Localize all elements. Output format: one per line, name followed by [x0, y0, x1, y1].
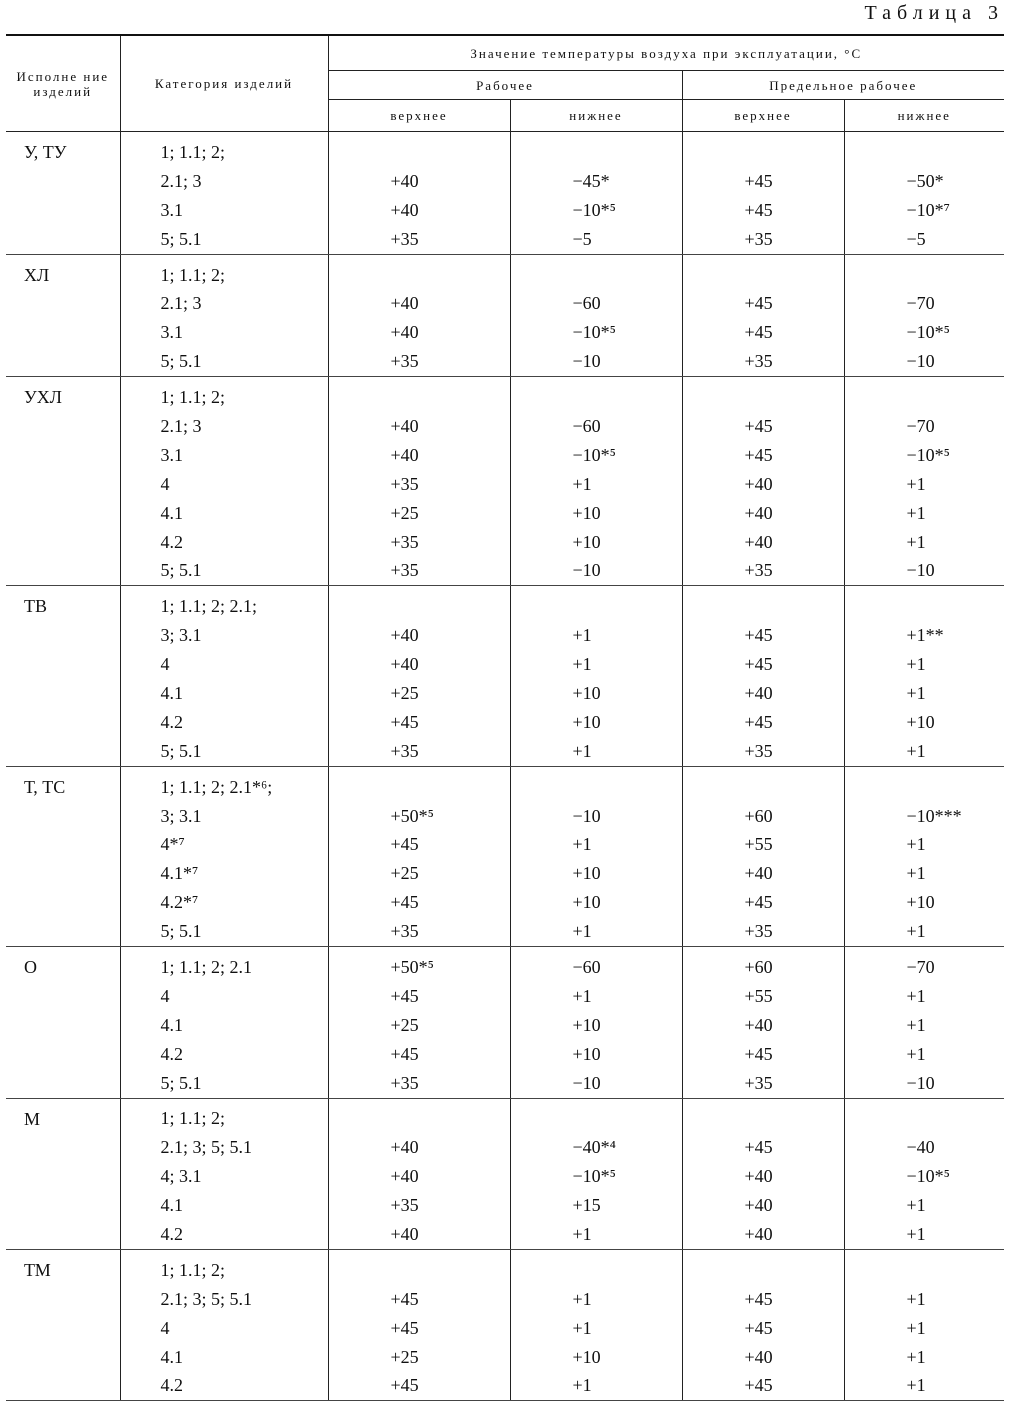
limit-upper-cell	[682, 132, 844, 167]
working-upper-cell: +45	[328, 830, 510, 859]
working-lower-cell	[510, 586, 682, 621]
limit-lower-cell: −10	[844, 347, 1004, 376]
limit-lower-cell: −40	[906, 1137, 935, 1158]
working-upper-cell	[328, 132, 510, 167]
working-upper-cell: +40	[328, 196, 510, 225]
working-lower-cell: +1	[510, 650, 682, 679]
limit-upper-cell: +35	[682, 347, 844, 376]
working-lower-cell: +1	[510, 917, 682, 946]
table-row	[6, 347, 1004, 376]
working-lower-cell: +1	[510, 1372, 682, 1401]
limit-lower-cell: +1	[906, 1288, 926, 1309]
working-upper-cell: +25	[328, 1011, 510, 1040]
category-cell: 5; 5.1	[120, 347, 328, 376]
table-row	[6, 1162, 1004, 1191]
category-cell: 4.2	[120, 708, 328, 737]
working-lower-cell: +1	[510, 1314, 682, 1343]
table-row	[6, 830, 1004, 859]
table-row	[6, 377, 1004, 412]
limit-lower-cell	[844, 132, 1004, 167]
limit-upper-cell: +45	[682, 621, 844, 650]
limit-lower-cell	[844, 1098, 1004, 1133]
category-cell: 2.1; 3; 5; 5.1	[120, 1285, 328, 1314]
limit-lower-cell: −70	[906, 293, 935, 314]
limit-upper-cell: +45	[682, 412, 844, 441]
working-upper-cell: +35	[328, 225, 510, 254]
category-cell: 4.2*⁷	[120, 888, 328, 917]
working-upper-cell: +45	[328, 1314, 510, 1343]
working-lower-cell: +1	[510, 1220, 682, 1249]
category-cell: 5; 5.1	[120, 556, 328, 585]
category-cell: 1; 1.1; 2; 2.1;	[120, 586, 328, 621]
category-cell: 4.1	[120, 1011, 328, 1040]
working-upper-cell: +50*⁵	[328, 802, 510, 831]
working-upper-cell: +40	[328, 1133, 510, 1162]
working-upper-cell	[328, 586, 510, 621]
header-working: Рабочее	[328, 71, 682, 100]
limit-lower-cell: +1	[906, 682, 926, 703]
header-limit-working: Предельное рабочее	[682, 71, 1004, 100]
limit-lower-cell: −10*⁵	[906, 1166, 950, 1187]
limit-lower-cell: −10*⁷	[906, 199, 950, 220]
table-row	[6, 196, 1004, 225]
working-lower-cell: +10	[510, 1040, 682, 1069]
limit-lower-cell: +10	[906, 892, 935, 913]
working-lower-cell: −10*⁵	[510, 318, 682, 347]
category-cell: 3.1	[120, 318, 328, 347]
working-upper-cell: +40	[328, 441, 510, 470]
category-cell: 4*⁷	[120, 830, 328, 859]
table-row	[6, 766, 1004, 801]
limit-upper-cell: +40	[682, 1162, 844, 1191]
limit-lower-cell	[844, 1249, 1004, 1284]
limit-lower-cell: +1	[906, 863, 926, 884]
working-upper-cell: +40	[328, 318, 510, 347]
limit-lower-cell	[844, 766, 1004, 801]
limit-lower-cell: −70	[906, 956, 935, 977]
category-cell: 2.1; 3	[120, 289, 328, 318]
working-upper-cell	[328, 254, 510, 289]
limit-upper-cell: +55	[682, 830, 844, 859]
header-working-lower: нижнее	[510, 100, 682, 132]
working-upper-cell	[328, 377, 510, 412]
working-upper-cell: +35	[328, 1191, 510, 1220]
limit-lower-cell: −10***	[906, 805, 962, 826]
limit-lower-cell	[844, 254, 1004, 289]
limit-upper-cell: +40	[682, 470, 844, 499]
category-cell: 4.1	[120, 679, 328, 708]
table-row	[6, 1098, 1004, 1133]
table-row	[6, 132, 1004, 167]
working-upper-cell: +50*⁵	[328, 947, 510, 982]
limit-lower-cell: +1	[906, 985, 926, 1006]
table-row	[6, 1249, 1004, 1284]
limit-upper-cell: +45	[682, 1133, 844, 1162]
category-cell: 5; 5.1	[120, 737, 328, 766]
category-cell: 1; 1.1; 2;	[120, 254, 328, 289]
category-cell: 5; 5.1	[120, 1069, 328, 1098]
limit-lower-cell: −70	[906, 415, 935, 436]
limit-upper-cell: +45	[682, 441, 844, 470]
working-upper-cell	[328, 1249, 510, 1284]
limit-lower-cell: +1	[906, 654, 926, 675]
working-lower-cell	[510, 1098, 682, 1133]
working-lower-cell: +10	[510, 1011, 682, 1040]
category-cell: 4.2	[120, 1040, 328, 1069]
working-upper-cell: +35	[328, 470, 510, 499]
limit-upper-cell: +40	[682, 499, 844, 528]
table-row	[6, 1372, 1004, 1401]
category-cell: 4	[120, 1314, 328, 1343]
working-upper-cell: +45	[328, 1285, 510, 1314]
limit-upper-cell	[682, 1249, 844, 1284]
working-upper-cell: +35	[328, 528, 510, 557]
working-lower-cell: −10	[510, 556, 682, 585]
table-row	[6, 1314, 1004, 1343]
category-cell: 4; 3.1	[120, 1162, 328, 1191]
working-upper-cell: +45	[328, 1040, 510, 1069]
working-lower-cell	[510, 1249, 682, 1284]
limit-lower-cell: −10*⁵	[906, 322, 950, 343]
header-category: Категория изделий	[120, 35, 328, 132]
working-upper-cell: +40	[328, 1162, 510, 1191]
header-temperature: Значение температуры воздуха при эксплуатации, °С	[328, 35, 1004, 71]
limit-upper-cell: +45	[682, 1285, 844, 1314]
temperature-table	[6, 34, 1004, 1401]
table-caption: Таблица 3	[864, 2, 1004, 24]
limit-upper-cell: +60	[682, 947, 844, 982]
working-upper-cell: +35	[328, 556, 510, 585]
limit-upper-cell: +45	[682, 1314, 844, 1343]
category-cell: 5; 5.1	[120, 225, 328, 254]
working-lower-cell: +1	[510, 470, 682, 499]
category-cell: 1; 1.1; 2;	[120, 1098, 328, 1133]
table-row	[6, 412, 1004, 441]
working-upper-cell: +35	[328, 1069, 510, 1098]
working-upper-cell: +35	[328, 917, 510, 946]
working-lower-cell: −60	[510, 289, 682, 318]
limit-upper-cell: +45	[682, 1372, 844, 1401]
table-row	[6, 708, 1004, 737]
limit-lower-cell: +1	[906, 473, 926, 494]
limit-lower-cell: +1	[844, 1372, 1004, 1401]
table-row	[6, 289, 1004, 318]
working-lower-cell: +10	[510, 1343, 682, 1372]
working-upper-cell: +35	[328, 347, 510, 376]
working-lower-cell: +1	[510, 621, 682, 650]
category-cell: 3.1	[120, 441, 328, 470]
execution-cell: О	[6, 947, 120, 1098]
working-upper-cell: +25	[328, 1343, 510, 1372]
header-limit-upper: верхнее	[682, 100, 844, 132]
category-cell: 5; 5.1	[120, 917, 328, 946]
limit-upper-cell: +40	[682, 1011, 844, 1040]
working-lower-cell: −10	[510, 802, 682, 831]
working-upper-cell: +40	[328, 1220, 510, 1249]
limit-lower-cell: +1	[906, 1195, 926, 1216]
category-cell: 4.1	[120, 1191, 328, 1220]
execution-cell: ТВ	[6, 586, 120, 766]
limit-upper-cell: +45	[682, 318, 844, 347]
table-header	[6, 35, 1004, 132]
working-upper-cell: +45	[328, 888, 510, 917]
limit-upper-cell	[682, 254, 844, 289]
working-upper-cell: +45	[328, 982, 510, 1011]
working-upper-cell: +40	[328, 621, 510, 650]
table-row	[6, 470, 1004, 499]
working-lower-cell	[510, 766, 682, 801]
category-cell: 1; 1.1; 2;	[120, 132, 328, 167]
working-lower-cell: +10	[510, 888, 682, 917]
execution-cell: УХЛ	[6, 377, 120, 586]
category-cell: 4.2	[120, 528, 328, 557]
category-cell: 3; 3.1	[120, 621, 328, 650]
table-row	[6, 528, 1004, 557]
limit-upper-cell: +35	[682, 737, 844, 766]
working-lower-cell: −10	[510, 347, 682, 376]
working-lower-cell: +15	[510, 1191, 682, 1220]
table-row	[6, 621, 1004, 650]
limit-lower-cell: +1	[906, 834, 926, 855]
table-row	[6, 679, 1004, 708]
limit-upper-cell: +35	[682, 1069, 844, 1098]
working-lower-cell: +1	[510, 1285, 682, 1314]
category-cell: 4.1	[120, 1343, 328, 1372]
limit-lower-cell: +1**	[906, 625, 944, 646]
working-upper-cell: +25	[328, 679, 510, 708]
limit-upper-cell	[682, 766, 844, 801]
table-row	[6, 1069, 1004, 1098]
category-cell: 4	[120, 470, 328, 499]
limit-upper-cell: +45	[682, 167, 844, 196]
table-row	[6, 499, 1004, 528]
working-lower-cell: −10*⁵	[510, 1162, 682, 1191]
limit-upper-cell: +55	[682, 982, 844, 1011]
limit-lower-cell: +1	[906, 1346, 926, 1367]
limit-upper-cell: +40	[682, 1343, 844, 1372]
limit-upper-cell: +35	[682, 225, 844, 254]
working-lower-cell: +10	[510, 859, 682, 888]
working-upper-cell	[328, 1098, 510, 1133]
table-row	[6, 1191, 1004, 1220]
working-lower-cell: +1	[510, 982, 682, 1011]
category-cell: 4	[120, 982, 328, 1011]
working-lower-cell: +10	[510, 528, 682, 557]
category-cell: 4.1	[120, 499, 328, 528]
limit-lower-cell: −50*	[906, 170, 944, 191]
working-lower-cell: +1	[510, 830, 682, 859]
limit-upper-cell	[682, 586, 844, 621]
limit-lower-cell: −10	[844, 1069, 1004, 1098]
header-working-upper: верхнее	[328, 100, 510, 132]
table-row	[6, 802, 1004, 831]
working-upper-cell: +40	[328, 289, 510, 318]
table-body	[6, 132, 1004, 1401]
limit-upper-cell: +40	[682, 1191, 844, 1220]
header-execution: Исполне ние изделий	[6, 35, 120, 132]
limit-upper-cell: +45	[682, 196, 844, 225]
category-cell: 2.1; 3; 5; 5.1	[120, 1133, 328, 1162]
table-row	[6, 1040, 1004, 1069]
table-row	[6, 1285, 1004, 1314]
limit-lower-cell: +1	[844, 917, 1004, 946]
table-row	[6, 254, 1004, 289]
limit-upper-cell: +60	[682, 802, 844, 831]
working-upper-cell: +40	[328, 412, 510, 441]
execution-cell: У, ТУ	[6, 132, 120, 255]
table-row	[6, 1011, 1004, 1040]
limit-lower-cell: +1	[844, 1220, 1004, 1249]
table-row	[6, 1133, 1004, 1162]
table-row	[6, 888, 1004, 917]
category-cell: 2.1; 3	[120, 167, 328, 196]
working-upper-cell: +40	[328, 650, 510, 679]
limit-upper-cell: +40	[682, 859, 844, 888]
table-row	[6, 1343, 1004, 1372]
working-upper-cell: +25	[328, 499, 510, 528]
limit-upper-cell: +40	[682, 1220, 844, 1249]
working-lower-cell: −10	[510, 1069, 682, 1098]
table-row	[6, 737, 1004, 766]
limit-upper-cell: +45	[682, 650, 844, 679]
table-row	[6, 1220, 1004, 1249]
execution-cell: Т, ТС	[6, 766, 120, 946]
limit-upper-cell	[682, 377, 844, 412]
working-upper-cell: +45	[328, 1372, 510, 1401]
limit-upper-cell: +45	[682, 289, 844, 318]
limit-upper-cell: +35	[682, 556, 844, 585]
category-cell: 1; 1.1; 2;	[120, 1249, 328, 1284]
working-lower-cell: +1	[510, 737, 682, 766]
category-cell: 1; 1.1; 2; 2.1	[120, 947, 328, 982]
working-upper-cell: +40	[328, 167, 510, 196]
category-cell: 3.1	[120, 196, 328, 225]
working-lower-cell: −60	[510, 412, 682, 441]
category-cell: 3; 3.1	[120, 802, 328, 831]
limit-upper-cell: +35	[682, 917, 844, 946]
working-lower-cell: −5	[510, 225, 682, 254]
limit-upper-cell: +45	[682, 708, 844, 737]
table-row	[6, 982, 1004, 1011]
table-row	[6, 167, 1004, 196]
working-lower-cell	[510, 132, 682, 167]
working-upper-cell: +25	[328, 859, 510, 888]
table-row	[6, 441, 1004, 470]
table-row	[6, 859, 1004, 888]
table-row	[6, 947, 1004, 982]
working-lower-cell: −10*⁵	[510, 441, 682, 470]
working-lower-cell	[510, 377, 682, 412]
execution-cell: М	[6, 1098, 120, 1249]
limit-lower-cell: +10	[906, 711, 935, 732]
limit-upper-cell	[682, 1098, 844, 1133]
table-row	[6, 318, 1004, 347]
limit-upper-cell: +40	[682, 679, 844, 708]
limit-lower-cell: +1	[844, 737, 1004, 766]
category-cell: 1; 1.1; 2;	[120, 377, 328, 412]
limit-upper-cell: +45	[682, 888, 844, 917]
limit-lower-cell: +1	[906, 1317, 926, 1338]
category-cell: 4	[120, 650, 328, 679]
table-row	[6, 556, 1004, 585]
category-cell: 4.2	[120, 1372, 328, 1401]
working-lower-cell: −10*⁵	[510, 196, 682, 225]
limit-lower-cell	[844, 377, 1004, 412]
working-lower-cell: −60	[510, 947, 682, 982]
table-row	[6, 917, 1004, 946]
limit-lower-cell: −10*⁵	[906, 444, 950, 465]
limit-upper-cell: +45	[682, 1040, 844, 1069]
working-lower-cell	[510, 254, 682, 289]
limit-lower-cell: +1	[906, 1014, 926, 1035]
execution-cell: ТМ	[6, 1249, 120, 1400]
category-cell: 4.1*⁷	[120, 859, 328, 888]
working-lower-cell: −45*	[510, 167, 682, 196]
working-upper-cell	[328, 766, 510, 801]
limit-lower-cell: +1	[906, 502, 926, 523]
working-lower-cell: +10	[510, 499, 682, 528]
limit-lower-cell: +1	[906, 531, 926, 552]
working-upper-cell: +45	[328, 708, 510, 737]
limit-lower-cell	[844, 586, 1004, 621]
header-limit-lower: нижнее	[844, 100, 1004, 132]
limit-lower-cell: −5	[844, 225, 1004, 254]
table-row	[6, 586, 1004, 621]
working-upper-cell: +35	[328, 737, 510, 766]
working-lower-cell: +10	[510, 708, 682, 737]
working-lower-cell: −40*⁴	[510, 1133, 682, 1162]
working-lower-cell: +10	[510, 679, 682, 708]
limit-lower-cell: +1	[906, 1043, 926, 1064]
limit-lower-cell: −10	[844, 556, 1004, 585]
table-row	[6, 650, 1004, 679]
table-row	[6, 225, 1004, 254]
limit-upper-cell: +40	[682, 528, 844, 557]
execution-cell: ХЛ	[6, 254, 120, 377]
category-cell: 1; 1.1; 2; 2.1*⁶;	[120, 766, 328, 801]
category-cell: 2.1; 3	[120, 412, 328, 441]
category-cell: 4.2	[120, 1220, 328, 1249]
